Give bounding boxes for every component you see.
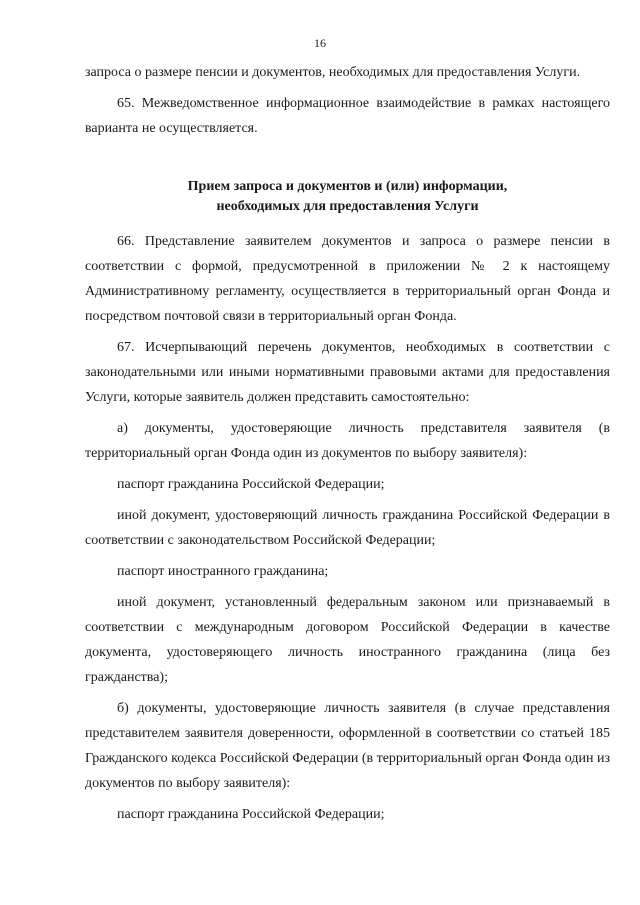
paragraph-66: 66. Представление заявителем документов и запроса о размере пенсии в соответствии с формой, предусмотренной в приложении № 2 к настоящему Административному регламенту, осуществляется в территориальный орган Фонда и посредством почтовой связи в территориальный орган Фонда. <box>85 234 610 324</box>
page-number: 16 <box>314 36 326 50</box>
document-body <box>85 60 610 827</box>
paragraph-67a: а) документы, удостоверяющие личность представителя заявителя (в территориальный орган Фонда один из документов по выбору заявителя): <box>85 421 610 461</box>
list-item-a1: паспорт гражданина Российской Федерации; <box>117 477 385 492</box>
section-heading-line-1: Прием запроса и документов и (или) информации, <box>187 179 508 194</box>
paragraph-67: 67. Исчерпывающий перечень документов, необходимых в соответствии с законодательными или иными нормативными правовыми актами для предоставления Услуги, которые заявитель должен представить самостоятельно: <box>85 340 610 405</box>
list-item-a2: иной документ, удостоверяющий личность гражданина Российской Федерации в соответствии с законодательством Российской Федерации; <box>85 508 610 548</box>
paragraph-67b: б) документы, удостоверяющие личность заявителя (в случае представления представителем заявителя доверенности, оформленной в соответствии со статьей 185 Гражданского кодекса Российской Федерации (в территориальный орган Фонда один из документов по выбору заявителя): <box>85 701 610 791</box>
list-item-a3: паспорт иностранного гражданина; <box>117 564 329 579</box>
section-heading-line-2: необходимых для предоставления Услуги <box>216 199 479 214</box>
paragraph-65: 65. Межведомственное информационное взаимодействие в рамках настоящего варианта не осуществляется. <box>85 96 610 136</box>
list-item-b1: паспорт гражданина Российской Федерации; <box>117 807 385 822</box>
list-item-a4: иной документ, установленный федеральным законом или признаваемый в соответствии с международным договором Российской Федерации в качестве документа, удостоверяющего личность иностранного гражданина (лица без гражданства); <box>85 595 610 685</box>
paragraph-continuation: запроса о размере пенсии и документов, необходимых для предоставления Услуги. <box>85 65 581 80</box>
section-heading <box>85 177 610 217</box>
